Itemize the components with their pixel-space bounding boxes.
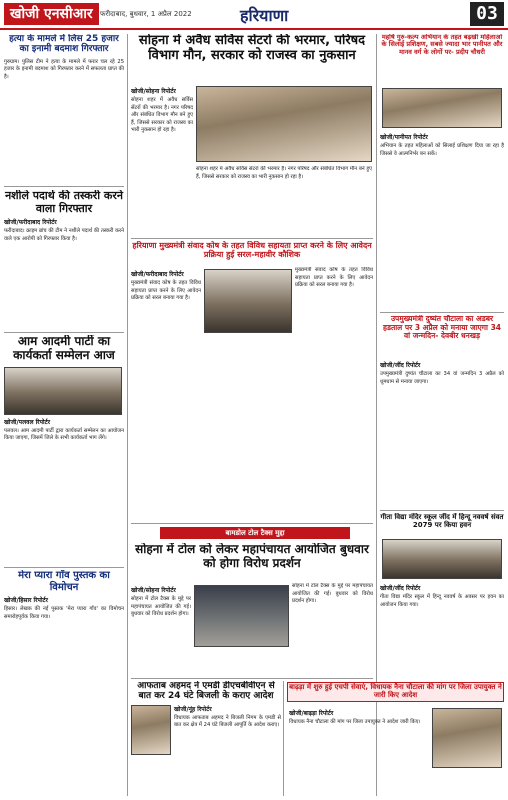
badhra-byline: खोजी/बाढ़ड़ा रिपोर्टर [289,710,334,717]
dushyant-text [380,358,504,508]
article-headline: हत्या के मामले में लिस 25 हजार का इनामी बदमाश गिरफ्तार [9,34,119,55]
badhra-headline-block [289,683,502,703]
dushyant-body: उपमुख्यमंत्री दुष्यंत चौटाला का 34 वां जन्मदिन 3 अप्रैल को धूमधाम से मनाया जाएगा। [380,371,504,385]
article-body: पलवल। आम आदमी पार्टी द्वारा कार्यकर्ता सम्मेलन का आयोजन किया जाएगा, जिसमें जिले के सभी कार्यकर्ता भाग लेंगे। [4,427,124,442]
havan-headline: गीता विद्या मंदिर स्कूल जींद में हिन्दू नववर्ष संवत 2079 पर किया हवन [380,513,504,530]
article-tailoring-training-headline [380,34,504,88]
article-headline: नशीले पदार्थ की तस्करी करने वाला गिरफ्तार [5,190,123,215]
havan-photo [382,539,502,579]
divider [131,678,373,679]
divider [380,312,504,313]
masthead [0,0,508,30]
lead-headline: सोहना में अवैध सर्विस सेंटरों की भरमार, परिषद विभाग मौन, सरकार को राजस्व का नुकसान [138,34,366,63]
cm-fund-headline-block [131,241,373,265]
aap-meeting-photo [4,367,122,415]
badhra-text [289,706,429,796]
aftab-byline: खोजी/नूंह रिपोर्टर [174,705,212,713]
aftab-body: विधायक आफताब अहमद ने बिजली निगम के एमडी से बात कर क्षेत्र में 24 घंटे बिजली आपूर्ति के आदेश कराए। [174,714,281,729]
toll-body: सोहना में टोल टैक्स के मुद्दे पर महापंचायत आयोजित की गई। बुधवार को विरोध प्रदर्शन होगा। [131,596,191,618]
lead-body: सोहना शहर में अवैध सर्विस सेंटरों की भरमार है। नगर परिषद और संबंधित विभाग मौन बने हुए हैं, जिससे सरकार को राजस्व का भारी नुकसान हो रहा है। [131,97,193,134]
cm-fund-body-continued: मुख्यमंत्री संवाद कोष के तहत विविध सहायता प्राप्त करने के लिए आवेदन प्रक्रिया को सरल बनाया गया है। [295,267,373,289]
badhra-headline: बाढ़ड़ा में शुरु हुई एचपी सेवाएं, विधायक नैना चौटाला की मांग पर जिला उपायुक्त ने जारी किए आदेश [289,683,502,700]
cm-fund-photo [204,269,292,333]
page-number: 03 [470,2,504,26]
lead-article-text-continued [196,166,372,236]
article-aftab-ahmed [131,681,281,796]
article-body: फरीदाबाद। क्राइम ब्रांच की टीम ने नशीले पदार्थ की तस्करी करने वाले एक आरोपी को गिरफ्तार किया है। [4,228,124,242]
tailoring-headline: महर्षि गुरु-कल्प अभियान के तहत बढ़खी महिलाओं के सिलाई प्रशिक्षण, सबसे ज्यादा भार पानीपत और मानव वर्ग के लोगों पर- प्रदीप चौधरी [381,34,503,56]
column-divider [283,681,284,796]
lead-body-continued: सोहना शहर में अवैध सर्विस सेंटरों की भरमार है। नगर परिषद और संबंधित विभाग मौन बने हुए हैं, जिससे सरकार को राजस्व का भारी नुकसान हो रहा है। [196,166,372,180]
article-headline: मेरा प्यारा गाँव पुस्तक का विमोचन [18,570,110,593]
havan-headline-block [380,513,504,537]
tailoring-byline: खोजी/पानीपत रिपोर्टर [380,134,428,141]
dushyant-headline: उपमुख्यमंत्री दुष्यंत चौटाला का अडबर हडताल पर 3 अप्रैल को मनाया जाएगा 34 वां जन्मदिन- देवबीर धनखड़ [382,315,502,341]
havan-text [380,581,504,651]
tailoring-body: अभियान के तहत महिलाओं को सिलाई प्रशिक्षण दिया जा रहा है जिससे वे आत्मनिर्भर बन सकें। [380,143,504,157]
divider [131,238,373,239]
article-byline: खोजी/फरीदाबाद रिपोर्टर [4,219,57,227]
lead-byline: खोजी/सोहना रिपोर्टर [131,88,176,95]
badhra-body: विधायक नैना चौटाला की मांग पर जिला उपायुक्त ने आदेश जारी किए। [289,719,421,725]
article-drug-smuggler [4,190,124,330]
cm-fund-byline: खोजी/फरीदाबाद रिपोर्टर [131,271,184,278]
havan-body: गीता विद्या मंदिर स्कूल में हिन्दू नववर्ष के अवसर पर हवन का आयोजन किया गया। [380,594,504,608]
havan-byline: खोजी/जींद रिपोर्टर [380,585,421,592]
lead-photo-service-centers [196,86,372,162]
article-byline: खोजी/हिसार रिपोर्टर [4,597,49,604]
article-byline: खोजी/पलवल रिपोर्टर [4,418,51,426]
article-headline: आम आदमी पार्टी का कार्यकर्ता सम्मेलन आज [13,335,115,362]
article-body: हिसार। लेखक की नई पुस्तक 'मेरा प्यारा गाँव' का विमोचन समारोहपूर्वक किया गया। [4,606,124,620]
toll-byline: खोजी/सोहना रिपोर्टर [131,587,176,594]
naina-chautala-portrait [432,708,502,768]
date-line: फरीदाबाद, बुधवार, 1 अप्रैल 2022 [100,10,192,18]
cm-fund-headline: हरियाणा मुख्यमंत्री संवाद कोष के तहत विविध सहायता प्राप्त करने के लिए आवेदन प्रक्रिया हुई सरल-महावीर कौशिक [132,241,372,260]
toll-kicker: बामडोल टोल टैक्स मुद्दा [160,527,350,539]
aftab-headline: आफताब अहमद ने एमडी डीएचबीवीएन से बात कर 24 घंटे बिजली के कराए आदेश [137,681,275,702]
divider [4,186,124,187]
article-book-release [4,570,124,796]
toll-text [131,583,191,673]
toll-text-right [292,583,373,673]
article-murder-arrest [4,34,124,184]
toll-headline: सोहना में टोल को लेकर महापंचायत आयोजित बुधवार को होगा विरोध प्रदर्शन [135,543,369,570]
cm-fund-body: मुख्यमंत्री संवाद कोष के तहत विविध सहायता प्राप्त करने के लिए आवेदन प्रक्रिया को सरल बनाया गया है। [131,280,201,302]
article-aap-meeting [4,335,124,565]
section-title: हरियाणा [240,6,289,25]
tailoring-text [380,130,504,310]
dushyant-birthday-headline-block [380,315,504,357]
lead-article-headline-block [131,34,373,82]
cm-fund-text-right [295,267,373,387]
cm-fund-text [131,267,201,387]
tailoring-photo [382,88,502,128]
toll-headline-block [131,543,373,579]
aftab-portrait [131,705,171,755]
column-divider [127,34,128,796]
paper-logo: खोजी एनसीआर [4,3,99,25]
lead-article-text [131,84,193,234]
divider [4,567,124,568]
divider [131,523,373,524]
dushyant-byline: खोजी/जींद रिपोर्टर [380,362,421,369]
toll-protest-photo [194,585,289,647]
divider [380,510,504,511]
divider [4,332,124,333]
toll-body-continued: सोहना में टोल टैक्स के मुद्दे पर महापंचायत आयोजित की गई। बुधवार को विरोध प्रदर्शन होगा। [292,583,373,605]
article-body: गुरुग्राम। पुलिस टीम ने हत्या के मामले में फरार चल रहे 25 हजार के इनामी बदमाश को गिरफ्तार करने में सफलता प्राप्त की है। [4,58,124,80]
